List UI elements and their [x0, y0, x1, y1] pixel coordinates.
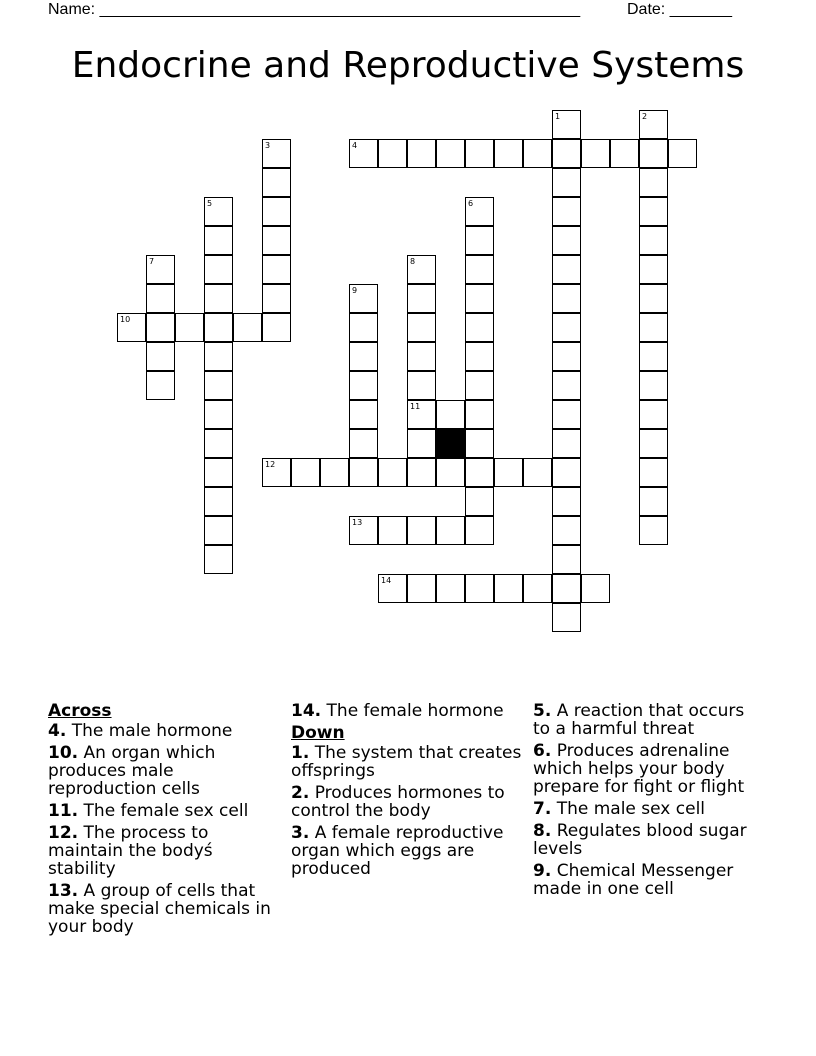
crossword-cell[interactable]	[552, 255, 581, 284]
crossword-cell[interactable]	[262, 226, 291, 255]
crossword-cell[interactable]	[523, 458, 552, 487]
crossword-cell[interactable]	[436, 516, 465, 545]
cell-number: 5	[207, 199, 213, 208]
crossword-cell[interactable]	[204, 313, 233, 342]
cell-number: 4	[352, 141, 358, 150]
clue-number: 12.	[48, 823, 79, 843]
crossword-cell[interactable]	[639, 284, 668, 313]
crossword-cell[interactable]	[320, 458, 349, 487]
crossword-cell[interactable]	[465, 197, 494, 226]
crossword-cell[interactable]	[262, 284, 291, 313]
crossword-cell[interactable]	[465, 516, 494, 545]
crossword-cell[interactable]	[146, 255, 175, 284]
crossword-cell[interactable]	[552, 226, 581, 255]
crossword-cell[interactable]	[146, 284, 175, 313]
clue-text: The female hormone	[326, 701, 504, 721]
crossword-cell[interactable]	[639, 255, 668, 284]
clue-down-7	[533, 800, 765, 818]
crossword-cell[interactable]	[349, 458, 378, 487]
crossword-cell[interactable]	[233, 313, 262, 342]
crossword-cell[interactable]	[436, 139, 465, 168]
clue-number: 8.	[533, 821, 552, 841]
page-title: Endocrine and Reproductive Systems	[71, 45, 745, 86]
crossword-cell[interactable]	[552, 400, 581, 429]
crossword-cell[interactable]	[262, 458, 291, 487]
crossword-cell[interactable]	[262, 197, 291, 226]
crossword-cell[interactable]	[610, 139, 639, 168]
crossword-cell[interactable]	[552, 545, 581, 574]
cell-number: 14	[381, 576, 392, 585]
clue-across-4	[48, 722, 280, 740]
cell-number: 8	[410, 257, 416, 266]
crossword-cell[interactable]	[407, 139, 436, 168]
crossword-cell[interactable]	[204, 342, 233, 371]
crossword-cell[interactable]	[552, 603, 581, 632]
crossword-cell[interactable]	[204, 516, 233, 545]
crossword-cell[interactable]	[639, 487, 668, 516]
crossword-cell[interactable]	[639, 313, 668, 342]
cell-number: 12	[265, 460, 276, 469]
crossword-cell[interactable]	[204, 226, 233, 255]
crossword-cell[interactable]	[552, 516, 581, 545]
crossword-cell[interactable]	[639, 168, 668, 197]
clue-number: 7.	[533, 799, 552, 819]
crossword-cell[interactable]	[204, 458, 233, 487]
cell-number: 6	[468, 199, 474, 208]
crossword-cell[interactable]	[465, 226, 494, 255]
crossword-cell[interactable]	[204, 284, 233, 313]
cell-number: 7	[149, 257, 155, 266]
crossword-cell[interactable]	[378, 139, 407, 168]
crossword-cell[interactable]	[552, 342, 581, 371]
crossword-cell[interactable]	[378, 458, 407, 487]
crossword-cell[interactable]	[204, 255, 233, 284]
across-heading: Across	[48, 701, 112, 721]
clue-text: Produces adrenaline which helps your body prepare for fight or flight	[533, 741, 745, 797]
crossword-cell[interactable]	[552, 574, 581, 603]
crossword-cell[interactable]	[407, 342, 436, 371]
crossword-cell[interactable]	[552, 139, 581, 168]
crossword-cell[interactable]	[349, 400, 378, 429]
crossword-cell[interactable]	[436, 400, 465, 429]
clue-number: 11.	[48, 801, 79, 821]
clue-column-1	[48, 702, 280, 940]
crossword-cell[interactable]	[639, 226, 668, 255]
crossword-black-cell	[436, 429, 465, 458]
clue-number: 2.	[291, 783, 310, 803]
crossword-cell[interactable]	[407, 429, 436, 458]
crossword-cell[interactable]	[407, 313, 436, 342]
clue-number: 9.	[533, 861, 552, 881]
clue-across-12	[48, 824, 280, 878]
crossword-cell[interactable]	[407, 371, 436, 400]
clue-across-10	[48, 744, 280, 798]
crossword-cell[interactable]	[465, 574, 494, 603]
clue-text: Chemical Messenger made in one cell	[533, 861, 734, 899]
clue-number: 14.	[291, 701, 322, 721]
clue-number: 10.	[48, 743, 79, 763]
clue-across-14	[291, 702, 523, 720]
crossword-cell[interactable]	[407, 255, 436, 284]
crossword-cell[interactable]	[639, 429, 668, 458]
crossword-cell[interactable]	[349, 371, 378, 400]
cell-number: 11	[410, 402, 421, 411]
cell-number: 9	[352, 286, 358, 295]
crossword-cell[interactable]	[465, 342, 494, 371]
clue-text: A reaction that occurs to a harmful threat	[533, 701, 745, 739]
clue-text: An organ which produces male reproduction cells	[48, 743, 216, 799]
crossword-cell[interactable]	[639, 516, 668, 545]
clue-down-6	[533, 742, 765, 796]
clue-down-1	[291, 744, 523, 780]
crossword-cell[interactable]	[552, 197, 581, 226]
crossword-cell[interactable]	[146, 342, 175, 371]
clue-text: Regulates blood sugar levels	[533, 821, 747, 859]
clue-text: A female reproductive organ which eggs are produced	[291, 823, 504, 879]
crossword-cell[interactable]	[349, 313, 378, 342]
crossword-cell[interactable]	[639, 139, 668, 168]
crossword-cell[interactable]	[204, 371, 233, 400]
down-heading: Down	[291, 723, 345, 743]
crossword-cell[interactable]	[639, 342, 668, 371]
clue-text: The female sex cell	[83, 801, 249, 821]
crossword-cell[interactable]	[204, 197, 233, 226]
crossword-cell[interactable]	[204, 429, 233, 458]
crossword-cell[interactable]	[552, 110, 581, 139]
name-field-label: Name: ______________________________________________________	[48, 1, 581, 18]
crossword-cell[interactable]	[407, 284, 436, 313]
crossword-cell[interactable]	[436, 458, 465, 487]
crossword-cell[interactable]	[552, 168, 581, 197]
crossword-cell[interactable]	[262, 139, 291, 168]
cell-number: 3	[265, 141, 271, 150]
crossword-cell[interactable]	[204, 487, 233, 516]
crossword-cell[interactable]	[117, 313, 146, 342]
crossword-cell[interactable]	[146, 371, 175, 400]
crossword-cell[interactable]	[465, 313, 494, 342]
crossword-cell[interactable]	[552, 458, 581, 487]
crossword-cell[interactable]	[581, 574, 610, 603]
crossword-cell[interactable]	[465, 487, 494, 516]
crossword-cell[interactable]	[378, 516, 407, 545]
crossword-cell[interactable]	[204, 545, 233, 574]
crossword-cell[interactable]	[523, 574, 552, 603]
crossword-cell[interactable]	[291, 458, 320, 487]
crossword-cell[interactable]	[378, 574, 407, 603]
clue-across-13	[48, 882, 280, 936]
crossword-cell[interactable]	[262, 255, 291, 284]
crossword-cell[interactable]	[552, 313, 581, 342]
crossword-cell[interactable]	[639, 110, 668, 139]
crossword-cell[interactable]	[465, 400, 494, 429]
crossword-cell[interactable]	[407, 516, 436, 545]
crossword-cell[interactable]	[639, 371, 668, 400]
crossword-cell[interactable]	[494, 458, 523, 487]
crossword-cell[interactable]	[175, 313, 204, 342]
crossword-cell[interactable]	[465, 458, 494, 487]
crossword-cell[interactable]	[465, 429, 494, 458]
clue-down-2	[291, 784, 523, 820]
clue-column-3	[533, 702, 765, 902]
clue-number: 5.	[533, 701, 552, 721]
crossword-cell[interactable]	[668, 139, 697, 168]
crossword-cell[interactable]	[407, 400, 436, 429]
date-field-label: Date: _______	[627, 1, 732, 18]
clue-down-3	[291, 824, 523, 878]
clue-down-9	[533, 862, 765, 898]
clue-column-2	[291, 702, 523, 882]
crossword-cell[interactable]	[349, 284, 378, 313]
clue-text: A group of cells that make special chemicals in your body	[48, 881, 271, 937]
clue-number: 4.	[48, 721, 67, 741]
crossword-cell[interactable]	[552, 487, 581, 516]
crossword-cell[interactable]	[552, 284, 581, 313]
crossword-cell[interactable]	[465, 284, 494, 313]
crossword-cell[interactable]	[262, 168, 291, 197]
crossword-cell[interactable]	[523, 139, 552, 168]
crossword-cell[interactable]	[639, 458, 668, 487]
crossword-cell[interactable]	[349, 516, 378, 545]
clue-number: 13.	[48, 881, 79, 901]
crossword-cell[interactable]	[639, 197, 668, 226]
crossword-cell[interactable]	[436, 574, 465, 603]
crossword-cell[interactable]	[581, 139, 610, 168]
clue-text: The system that creates offsprings	[291, 743, 522, 781]
clue-number: 6.	[533, 741, 552, 761]
clue-text: The male hormone	[71, 721, 233, 741]
crossword-cell[interactable]	[465, 371, 494, 400]
crossword-cell[interactable]	[204, 400, 233, 429]
crossword-cell[interactable]	[146, 313, 175, 342]
clue-across-11	[48, 802, 280, 820]
clue-text: Produces hormones to control the body	[291, 783, 505, 821]
clue-text: The male sex cell	[556, 799, 706, 819]
crossword-cell[interactable]	[465, 139, 494, 168]
crossword-cell[interactable]	[349, 342, 378, 371]
cell-number: 10	[120, 315, 131, 324]
clue-text: The process to maintain the bodyś stability	[48, 823, 213, 879]
cell-number: 1	[555, 112, 561, 121]
crossword-cell[interactable]	[494, 574, 523, 603]
crossword-cell[interactable]	[639, 400, 668, 429]
crossword-cell[interactable]	[552, 429, 581, 458]
cell-number: 13	[352, 518, 363, 527]
crossword-cell[interactable]	[407, 458, 436, 487]
clue-down-5	[533, 702, 765, 738]
crossword-cell[interactable]	[349, 429, 378, 458]
cell-number: 2	[642, 112, 648, 121]
crossword-cell[interactable]	[349, 139, 378, 168]
crossword-cell[interactable]	[552, 371, 581, 400]
clue-down-8	[533, 822, 765, 858]
crossword-cell[interactable]	[407, 574, 436, 603]
crossword-cell[interactable]	[262, 313, 291, 342]
clue-number: 1.	[291, 743, 310, 763]
clue-number: 3.	[291, 823, 310, 843]
crossword-cell[interactable]	[465, 255, 494, 284]
crossword-cell[interactable]	[494, 139, 523, 168]
